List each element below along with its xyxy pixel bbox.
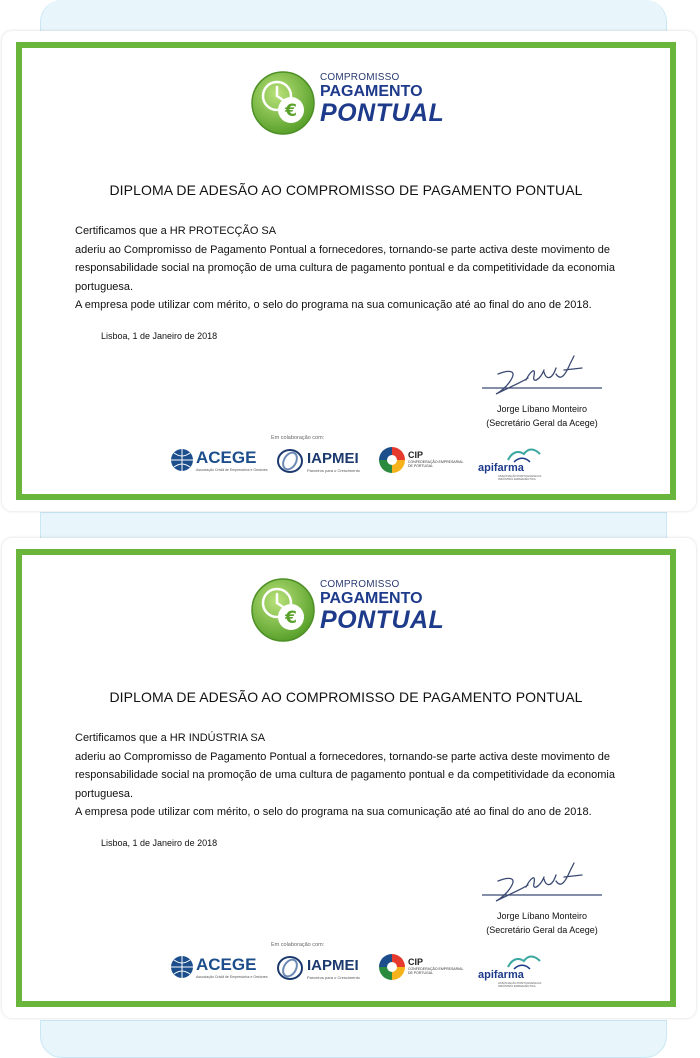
certificate-body xyxy=(75,222,645,315)
iapmei-name: IAPMEI xyxy=(307,957,359,974)
apifarma-name: apifarma xyxy=(478,462,524,474)
iapmei-tagline: Parceiros para o Crescimento xyxy=(307,468,360,473)
background-panel-bottom xyxy=(40,1020,667,1058)
svg-text:€: € xyxy=(285,101,297,121)
apifarma-tagline: ASSOCIAÇÃO PORTUGUESA DA INDÚSTRIA FARMACÊUTICA xyxy=(498,474,542,481)
acege-logo xyxy=(170,953,270,989)
iapmei-logo xyxy=(277,448,372,484)
signature-image xyxy=(478,859,608,905)
apifarma-logo xyxy=(474,953,546,989)
acege-globe-icon xyxy=(170,448,194,472)
cip-name: CIP xyxy=(408,957,424,967)
iapmei-ring-icon xyxy=(277,448,303,474)
signature-image xyxy=(478,352,608,398)
logo-pagamento: PAGAMENTO xyxy=(320,83,423,100)
acege-tagline: Associação Cristã de Empresários e Gestores xyxy=(196,975,268,979)
usage-statement: A empresa pode utilizar com mérito, o selo do programa na sua comunicação até ao final do ano de 2018. xyxy=(75,806,592,819)
certificate-title: DIPLOMA DE ADESÃO AO COMPROMISSO DE PAGAMENTO PONTUAL xyxy=(109,689,583,705)
certificate-card xyxy=(2,538,696,1018)
signer-name: Jorge Líbano Monteiro xyxy=(496,404,588,414)
clock-euro-icon xyxy=(250,70,316,136)
place-date: Lisboa, 1 de Janeiro de 2018 xyxy=(101,838,218,848)
iapmei-tagline: Parceiros para o Crescimento xyxy=(307,975,360,980)
cip-name: CIP xyxy=(408,450,424,460)
pagamento-pontual-logo xyxy=(250,577,470,651)
cip-tagline: CONFEDERAÇÃO EMPRESARIAL DE PORTUGAL xyxy=(408,967,464,975)
svg-text:€: € xyxy=(285,608,297,628)
apifarma-tagline: ASSOCIAÇÃO PORTUGUESA DA INDÚSTRIA FARMACÊUTICA xyxy=(498,981,542,988)
logo-compromisso: COMPROMISSO xyxy=(320,579,400,590)
certify-line: Certificamos que a HR PROTECÇÃO SA xyxy=(75,225,277,237)
certificate-frame xyxy=(16,42,676,500)
acege-logo xyxy=(170,446,270,482)
acege-name: ACEGE xyxy=(196,448,257,467)
cip-emblem-icon xyxy=(378,446,406,474)
certify-line: Certificamos que a HR INDÚSTRIA SA xyxy=(75,732,266,744)
collaboration-label: Em colaboração com: xyxy=(271,942,325,948)
logo-pagamento: PAGAMENTO xyxy=(320,590,423,607)
certificate-card xyxy=(2,31,696,511)
cip-logo xyxy=(378,446,470,482)
iapmei-name: IAPMEI xyxy=(307,450,359,467)
pagamento-pontual-logo xyxy=(250,70,470,144)
signer-role: (Secretário Geral da Acege) xyxy=(486,418,598,428)
signer-name: Jorge Líbano Monteiro xyxy=(496,911,588,921)
apifarma-name: apifarma xyxy=(478,969,524,981)
cip-tagline: CONFEDERAÇÃO EMPRESARIAL DE PORTUGAL xyxy=(408,460,464,468)
iapmei-logo xyxy=(277,955,372,991)
logo-pontual: PONTUAL xyxy=(320,606,445,634)
cip-logo xyxy=(378,953,470,989)
certificate-frame xyxy=(16,549,676,1007)
certificate-body xyxy=(75,729,645,822)
acege-tagline: Associação Cristã de Empresários e Gestores xyxy=(196,468,268,472)
logo-compromisso: COMPROMISSO xyxy=(320,72,400,83)
signer-role: (Secretário Geral da Acege) xyxy=(486,925,598,935)
iapmei-ring-icon xyxy=(277,955,303,981)
place-date: Lisboa, 1 de Janeiro de 2018 xyxy=(101,331,218,341)
cip-emblem-icon xyxy=(378,953,406,981)
certificate-paragraph: aderiu ao Compromisso de Pagamento Pontual a fornecedores, tornando-se parte activa deste movimento de responsabilidade social na promoção de uma cultura de pagamento pontual e da competitividade da economia portuguesa. xyxy=(75,243,615,293)
acege-globe-icon xyxy=(170,955,194,979)
certificate-title: DIPLOMA DE ADESÃO AO COMPROMISSO DE PAGAMENTO PONTUAL xyxy=(109,182,583,198)
usage-statement: A empresa pode utilizar com mérito, o selo do programa na sua comunicação até ao final do ano de 2018. xyxy=(75,299,592,312)
apifarma-logo xyxy=(474,446,546,482)
logo-pontual: PONTUAL xyxy=(320,99,445,127)
acege-name: ACEGE xyxy=(196,955,257,974)
certificate-paragraph: aderiu ao Compromisso de Pagamento Pontual a fornecedores, tornando-se parte activa deste movimento de responsabilidade social na promoção de uma cultura de pagamento pontual e da competitividade da economia portuguesa. xyxy=(75,750,615,800)
collaboration-label: Em colaboração com: xyxy=(271,435,325,441)
clock-euro-icon xyxy=(250,577,316,643)
